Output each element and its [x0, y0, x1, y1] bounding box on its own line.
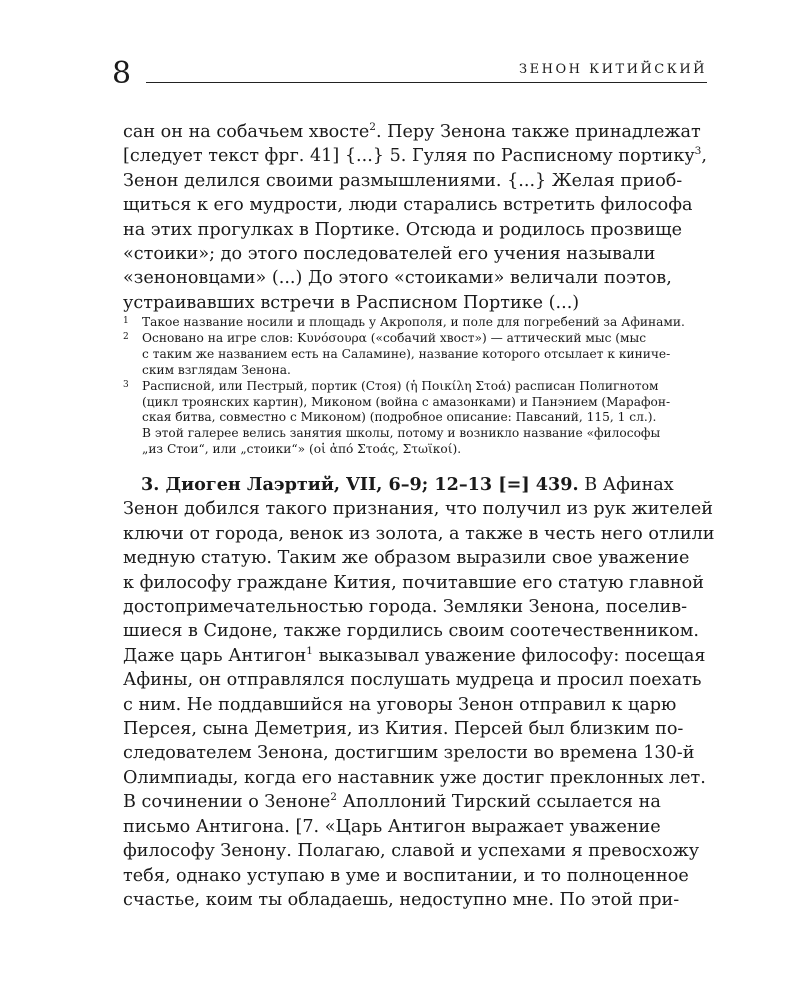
- text-line: следователем Зенона, достигшим зрелости во времена 130-й: [123, 743, 695, 764]
- footnote-ref[interactable]: 2: [369, 121, 376, 134]
- text-line: В сочинении о Зеноне$^2$ Аполлоний Тирский ссылается на: [123, 791, 661, 813]
- footnote-line: (цикл троянских картин), Миконом (война с амазонками) и Панэнием (Марафон-: [142, 394, 671, 409]
- text-line: Зенон добился такого признания, что получил из рук жителей: [123, 499, 713, 520]
- footnote-mark: 3: [123, 379, 129, 390]
- text-line: Олимпиады, когда его наставник уже достиг преклонных лет.: [123, 767, 706, 788]
- footnote: [123, 379, 708, 459]
- text-line: 3. Диоген Лаэртий, VII, 6–9; 12–13 [=] 439. В Афинах: [141, 474, 674, 495]
- text-line: шиеся в Сидоне, также гордились своим соотечественником.: [123, 621, 699, 642]
- text-line: Зенон делился своими размышлениями. {...} Желая приоб-: [123, 170, 683, 191]
- fragment-heading: 3. Диоген Лаэртий, VII, 6–9; 12–13 [=] 439.: [141, 474, 579, 495]
- footnote-line: ским взглядам Зенона.: [142, 362, 291, 377]
- text-line: к философу граждане Кития, почитавшие его статую главной: [123, 572, 704, 593]
- text-line: с ним. Не поддавшийся на уговоры Зенон отправил к царю: [123, 694, 677, 715]
- paragraph-continued: [123, 120, 708, 315]
- text-line: философу Зенону. Полагаю, славой и успехами я превосхожу: [123, 841, 700, 862]
- page-number: 8: [112, 56, 132, 91]
- text-line: ключи от города, венок из золота, а также в честь него отлили: [123, 523, 715, 544]
- footnote-ref[interactable]: 3: [694, 145, 702, 158]
- text-line: достопримечательностью города. Земляки Зенона, поселив-: [123, 597, 688, 618]
- text-line: «стоики»; до этого последователей его учения называли: [123, 244, 656, 265]
- footnote-mark: 2: [123, 331, 129, 342]
- text-line: Афины, он отправлялся послушать мудреца и просил поехать: [123, 670, 702, 691]
- paragraph-fragment-3: [123, 473, 715, 912]
- text-line: щиться к его мудрости, люди старались встретить философа: [123, 195, 693, 216]
- text-line: Персея, сына Деметрия, из Кития. Персей был близким по-: [123, 719, 684, 740]
- text-line: на этих прогулках в Портике. Отсюда и родилось прозвище: [123, 219, 683, 240]
- footnote-line: ская битва, совместно с Миконом) (подробное описание: Павсаний, 115, 1 сл.).: [142, 410, 657, 425]
- text-line: Даже царь Антигон$^1$ выказывал уважение философу: посещая: [123, 644, 706, 666]
- running-head: ЗЕНОН КИТИЙСКИЙ: [519, 62, 707, 77]
- footnote-line: Основано на игре слов: Κυνόσουρα («собачий хвост») — аттический мыс (мыс: [142, 330, 647, 345]
- text-line: [следует текст фрг. 41] {...} 5. Гуляя по Расписному портику$^3$,: [123, 145, 707, 167]
- footnote-ref[interactable]: 2: [330, 791, 337, 804]
- text-line: счастье, коим ты обладаешь, недоступно мне. По этой при-: [123, 889, 680, 910]
- text-line: сан он на собачьем хвосте$^2$. Перу Зенона также принадлежат: [123, 121, 701, 142]
- footnote-mark: 1: [123, 316, 129, 326]
- header-rule: [146, 82, 707, 83]
- footnote-line: В этой галерее велись занятия школы, потому и возникло название «философы: [142, 426, 661, 441]
- footnote-line: Расписной, или Пестрый, портик (Стоя) (ἡ Ποικίλη Στοά) расписан Полигнотом: [142, 378, 659, 393]
- text-line: «зеноновцами» (...) До этого «стоиками» величали поэтов,: [123, 268, 672, 289]
- footnote: [123, 331, 708, 379]
- footnote-line: Такое название носили и площадь у Акрополя, и поле для погребений за Афинами.: [142, 315, 685, 329]
- footnotes: [123, 315, 708, 458]
- footnote-line: с таким же названием есть на Саламине), название которого отсылает к киниче-: [142, 346, 671, 361]
- footnote: [123, 315, 708, 331]
- footnote-line: „из Стои“, или „стоики“» (οἱ ἀπό Στοάς, Στωϊκοί).: [142, 442, 462, 457]
- text-line: медную статую. Таким же образом выразили свое уважение: [123, 548, 690, 569]
- text-line: устраивавших встречи в Расписном Портике (...): [123, 292, 580, 313]
- footnote-ref[interactable]: 1: [306, 644, 313, 657]
- text-line: тебя, однако уступаю в уме и воспитании, и то полноценное: [123, 865, 689, 886]
- text-line: письмо Антигона. [7. «Царь Антигон выражает уважение: [123, 816, 661, 837]
